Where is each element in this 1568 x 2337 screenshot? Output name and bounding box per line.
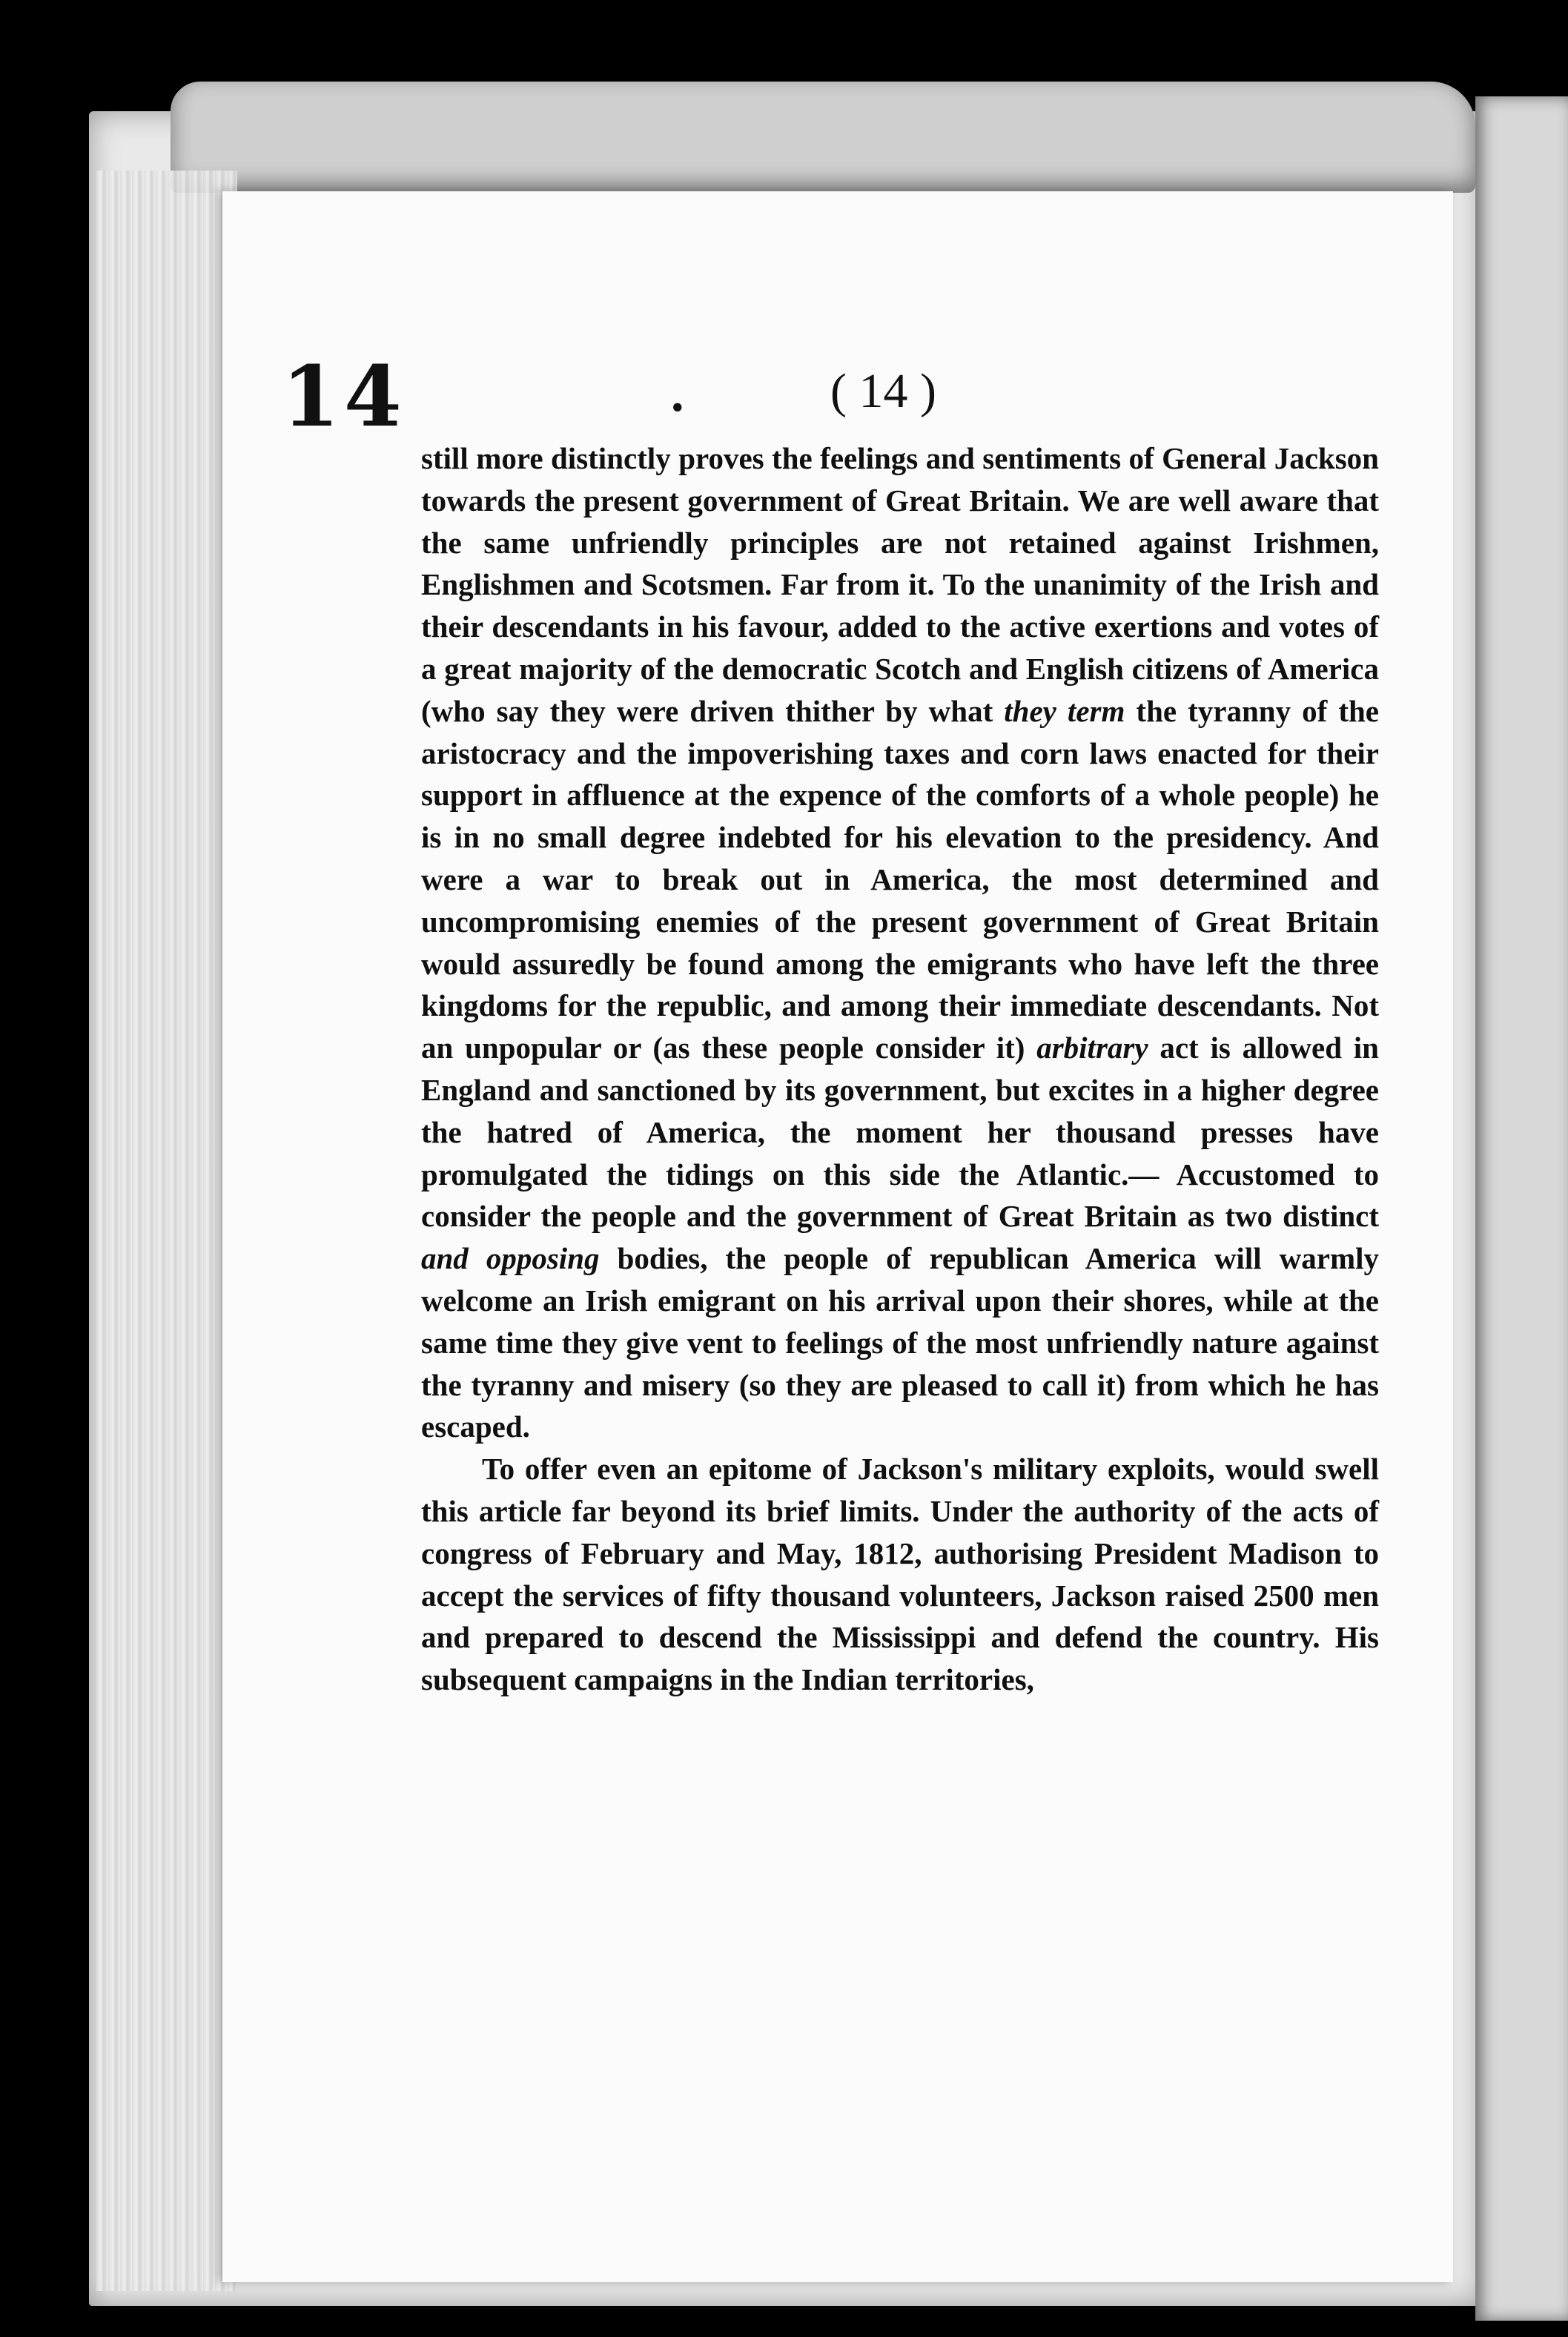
paragraph	[421, 437, 1379, 1448]
italic-phrase: arbitrary	[1036, 1031, 1148, 1065]
italic-phrase: they term	[1004, 693, 1125, 728]
page-stack-edge	[96, 171, 237, 2291]
text-run: bodies, the people of republican America will warmly welcome an Irish emigrant on his arrival upon their shores, while at the same time they give vent to feelings of the most unfriendly nature against the tyranny and misery (so they are pleased to call it) from which he has escaped.	[421, 1241, 1380, 1444]
text-run: To offer even an epitome of Jackson's military exploits, would swell this article far beyond its brief limits. Under the authority of the acts of congress of February and May, 1812, authorising President Madison to accept the services of fifty thousand volunteers, Jackson raised 2500 men and prepared to descend the Mississippi and defend the country. His subsequent campaigns in the Indian territories,	[421, 1452, 1379, 1697]
text-run: still more distinctly proves the feelings and sentiments of General Jackson towards the present government of Great Britain. We are well aware that the same unfriendly principles are not retained against Irishmen, Englishmen and Scotsmen. Far from it. To the unanimity of the Irish and their descendants in his favour, added to the active exertions and votes of a great majority of the democratic Scotch and English citizens of America (who say they were driven thither by what	[421, 441, 1379, 728]
paragraph	[421, 1448, 1379, 1701]
page-header	[282, 348, 949, 446]
text-run: act is allowed in England and sanctioned by its government, but excites in a higher degree the hatred of America, the moment her thousand presses have promulgated the tidings on this side the Atlantic.— Accustomed to consider the people and the government of Great Britain as two distinct	[421, 1031, 1379, 1234]
stamped-page-number: 14	[282, 348, 406, 446]
header-separator: .	[671, 366, 684, 423]
adjacent-page-edge	[1475, 96, 1568, 2321]
text-run: the tyranny of the aristocracy and the impoverishing taxes and corn laws enacted for their support in affluence at the expence of the comforts of a whole people) he is in no small degree indebted for his elevation to the presidency. And were a war to break out in America, the most determined and uncompromising enemies of the present government of Great Britain would assuredly be found among the emigrants who have left the three kingdoms for the republic, and among their immediate descendants. Not an unpopular or (as these people consider it)	[421, 693, 1379, 1065]
printed-page-number: ( 14 )	[830, 364, 936, 418]
italic-phrase: and opposing	[421, 1241, 600, 1276]
body-text	[421, 437, 1379, 1701]
torn-top-edge	[171, 82, 1475, 193]
